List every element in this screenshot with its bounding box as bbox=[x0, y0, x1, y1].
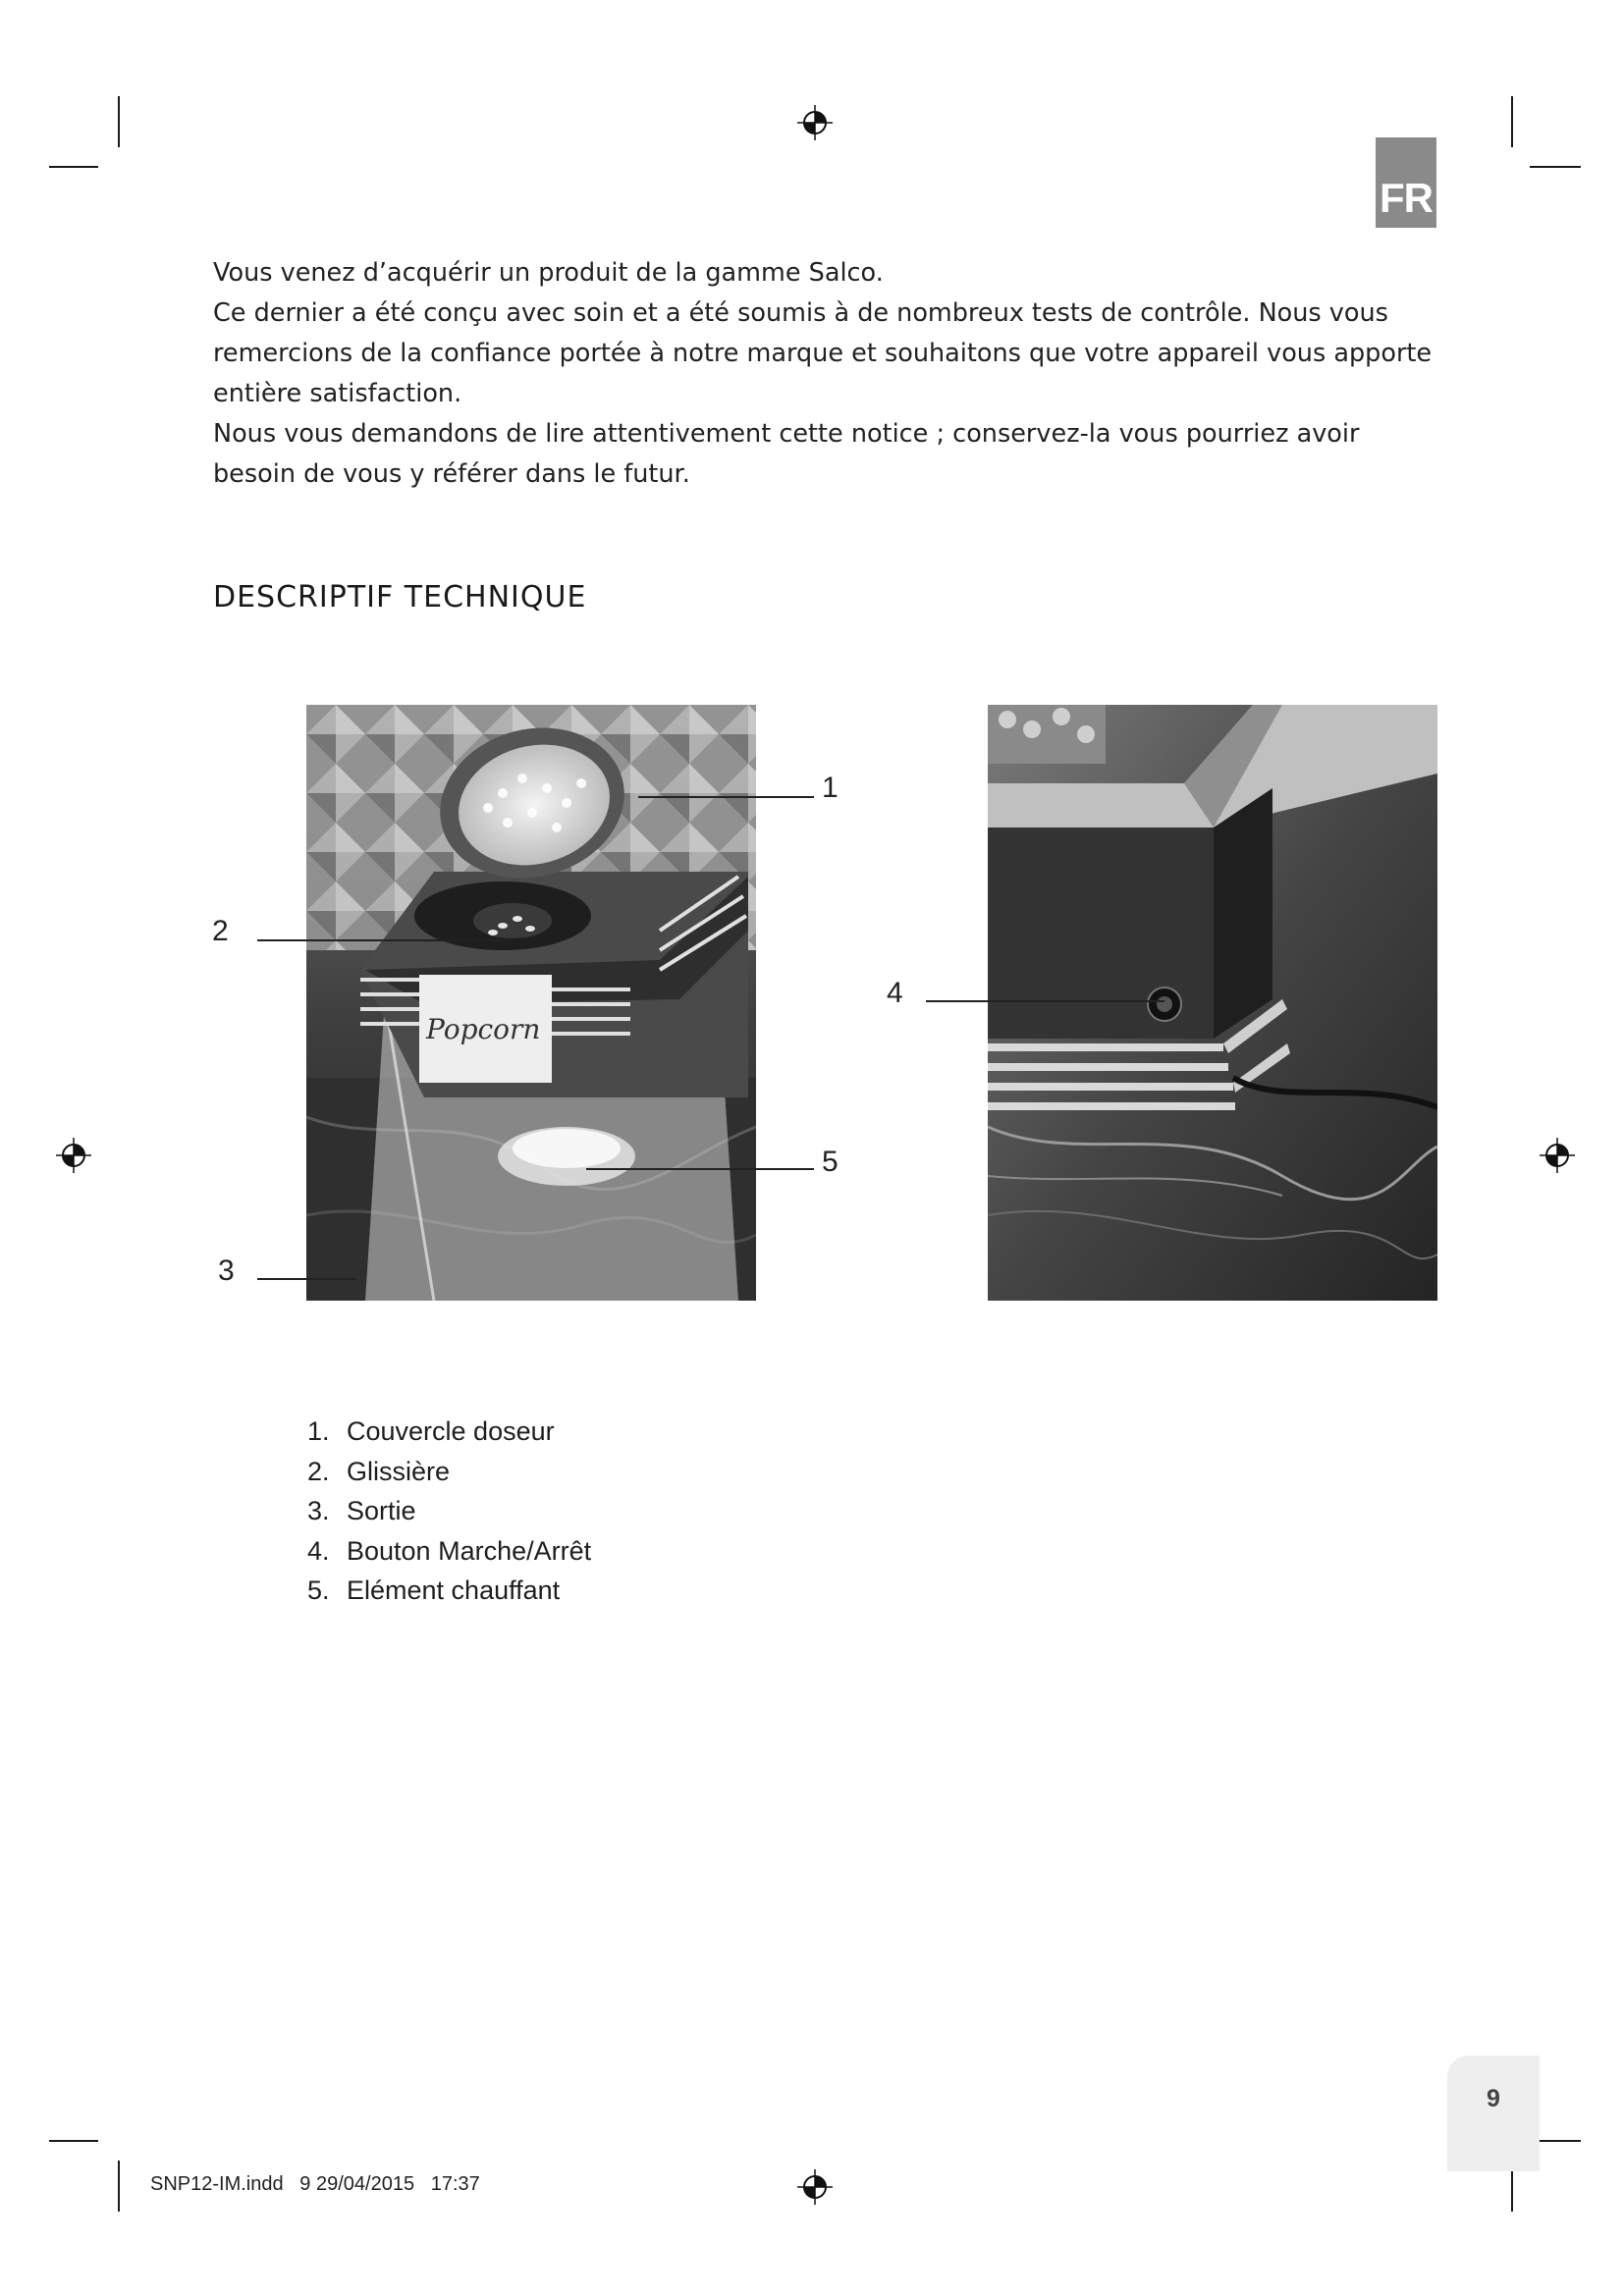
intro-line-1: Vous venez d’acquérir un produit de la gamme Salco. bbox=[213, 258, 884, 288]
list-item-number: 4. bbox=[307, 1535, 330, 1566]
crop-mark bbox=[118, 96, 120, 147]
callout-3-line bbox=[257, 1278, 355, 1280]
list-item-number: 5. bbox=[307, 1575, 330, 1605]
list-item bbox=[307, 1452, 591, 1492]
power-switch-photo bbox=[988, 705, 1437, 1301]
popcorn-machine-photo bbox=[306, 705, 756, 1301]
list-item-label: Elément chauffant bbox=[347, 1575, 561, 1605]
list-item bbox=[307, 1531, 591, 1572]
page-number: 9 bbox=[1487, 2085, 1500, 2112]
popcorn-label: Popcorn bbox=[426, 1013, 541, 1045]
list-item-label: Sortie bbox=[347, 1496, 416, 1525]
language-tab: FR bbox=[1376, 137, 1436, 228]
callout-2: 2 bbox=[212, 915, 229, 947]
list-item-number: 2. bbox=[307, 1456, 330, 1486]
crop-mark bbox=[1530, 166, 1581, 168]
list-item bbox=[307, 1571, 591, 1611]
section-title: DESCRIPTIF TECHNIQUE bbox=[213, 580, 587, 614]
intro-paragraph-2: Ce dernier a été conçu avec soin et a été soumis à de nombreux tests de contrôle. Nous vous remercions de la confiance portée à notre marque et souhaitons que votre appareil vous apporte entière satisfaction. bbox=[213, 298, 1433, 408]
callout-4: 4 bbox=[887, 977, 903, 1009]
print-slug: SNP12-IM.indd 9 29/04/2015 17:37 bbox=[150, 2173, 480, 2195]
callout-3: 3 bbox=[218, 1255, 235, 1287]
list-item-number: 3. bbox=[307, 1496, 330, 1525]
callout-2-line bbox=[257, 939, 507, 941]
callout-4-line bbox=[926, 1000, 1164, 1002]
page-number-tab bbox=[1447, 2056, 1540, 2171]
list-item bbox=[307, 1412, 591, 1452]
crop-mark bbox=[49, 2140, 98, 2142]
callout-1-line bbox=[638, 796, 814, 798]
crop-mark bbox=[1511, 96, 1513, 147]
list-item-label: Glissière bbox=[347, 1456, 451, 1486]
crop-mark bbox=[49, 166, 98, 168]
registration-mark-icon bbox=[795, 103, 835, 142]
callout-1: 1 bbox=[822, 772, 839, 804]
registration-mark-icon bbox=[1538, 1136, 1577, 1175]
list-item-label: Couvercle doseur bbox=[347, 1416, 555, 1446]
callout-5-line bbox=[586, 1168, 814, 1170]
registration-mark-icon bbox=[54, 1136, 93, 1175]
registration-mark-icon bbox=[795, 2167, 835, 2207]
callout-5: 5 bbox=[822, 1146, 839, 1178]
intro-text bbox=[213, 253, 1440, 495]
list-item bbox=[307, 1491, 591, 1531]
crop-mark bbox=[118, 2161, 120, 2212]
list-item-label: Bouton Marche/Arrêt bbox=[347, 1535, 592, 1566]
parts-list bbox=[307, 1412, 591, 1611]
intro-paragraph-3: Nous vous demandons de lire attentivement cette notice ; conservez-la vous pourriez avoir besoin de vous y référer dans le futur. bbox=[213, 419, 1360, 489]
list-item-number: 1. bbox=[307, 1416, 330, 1446]
